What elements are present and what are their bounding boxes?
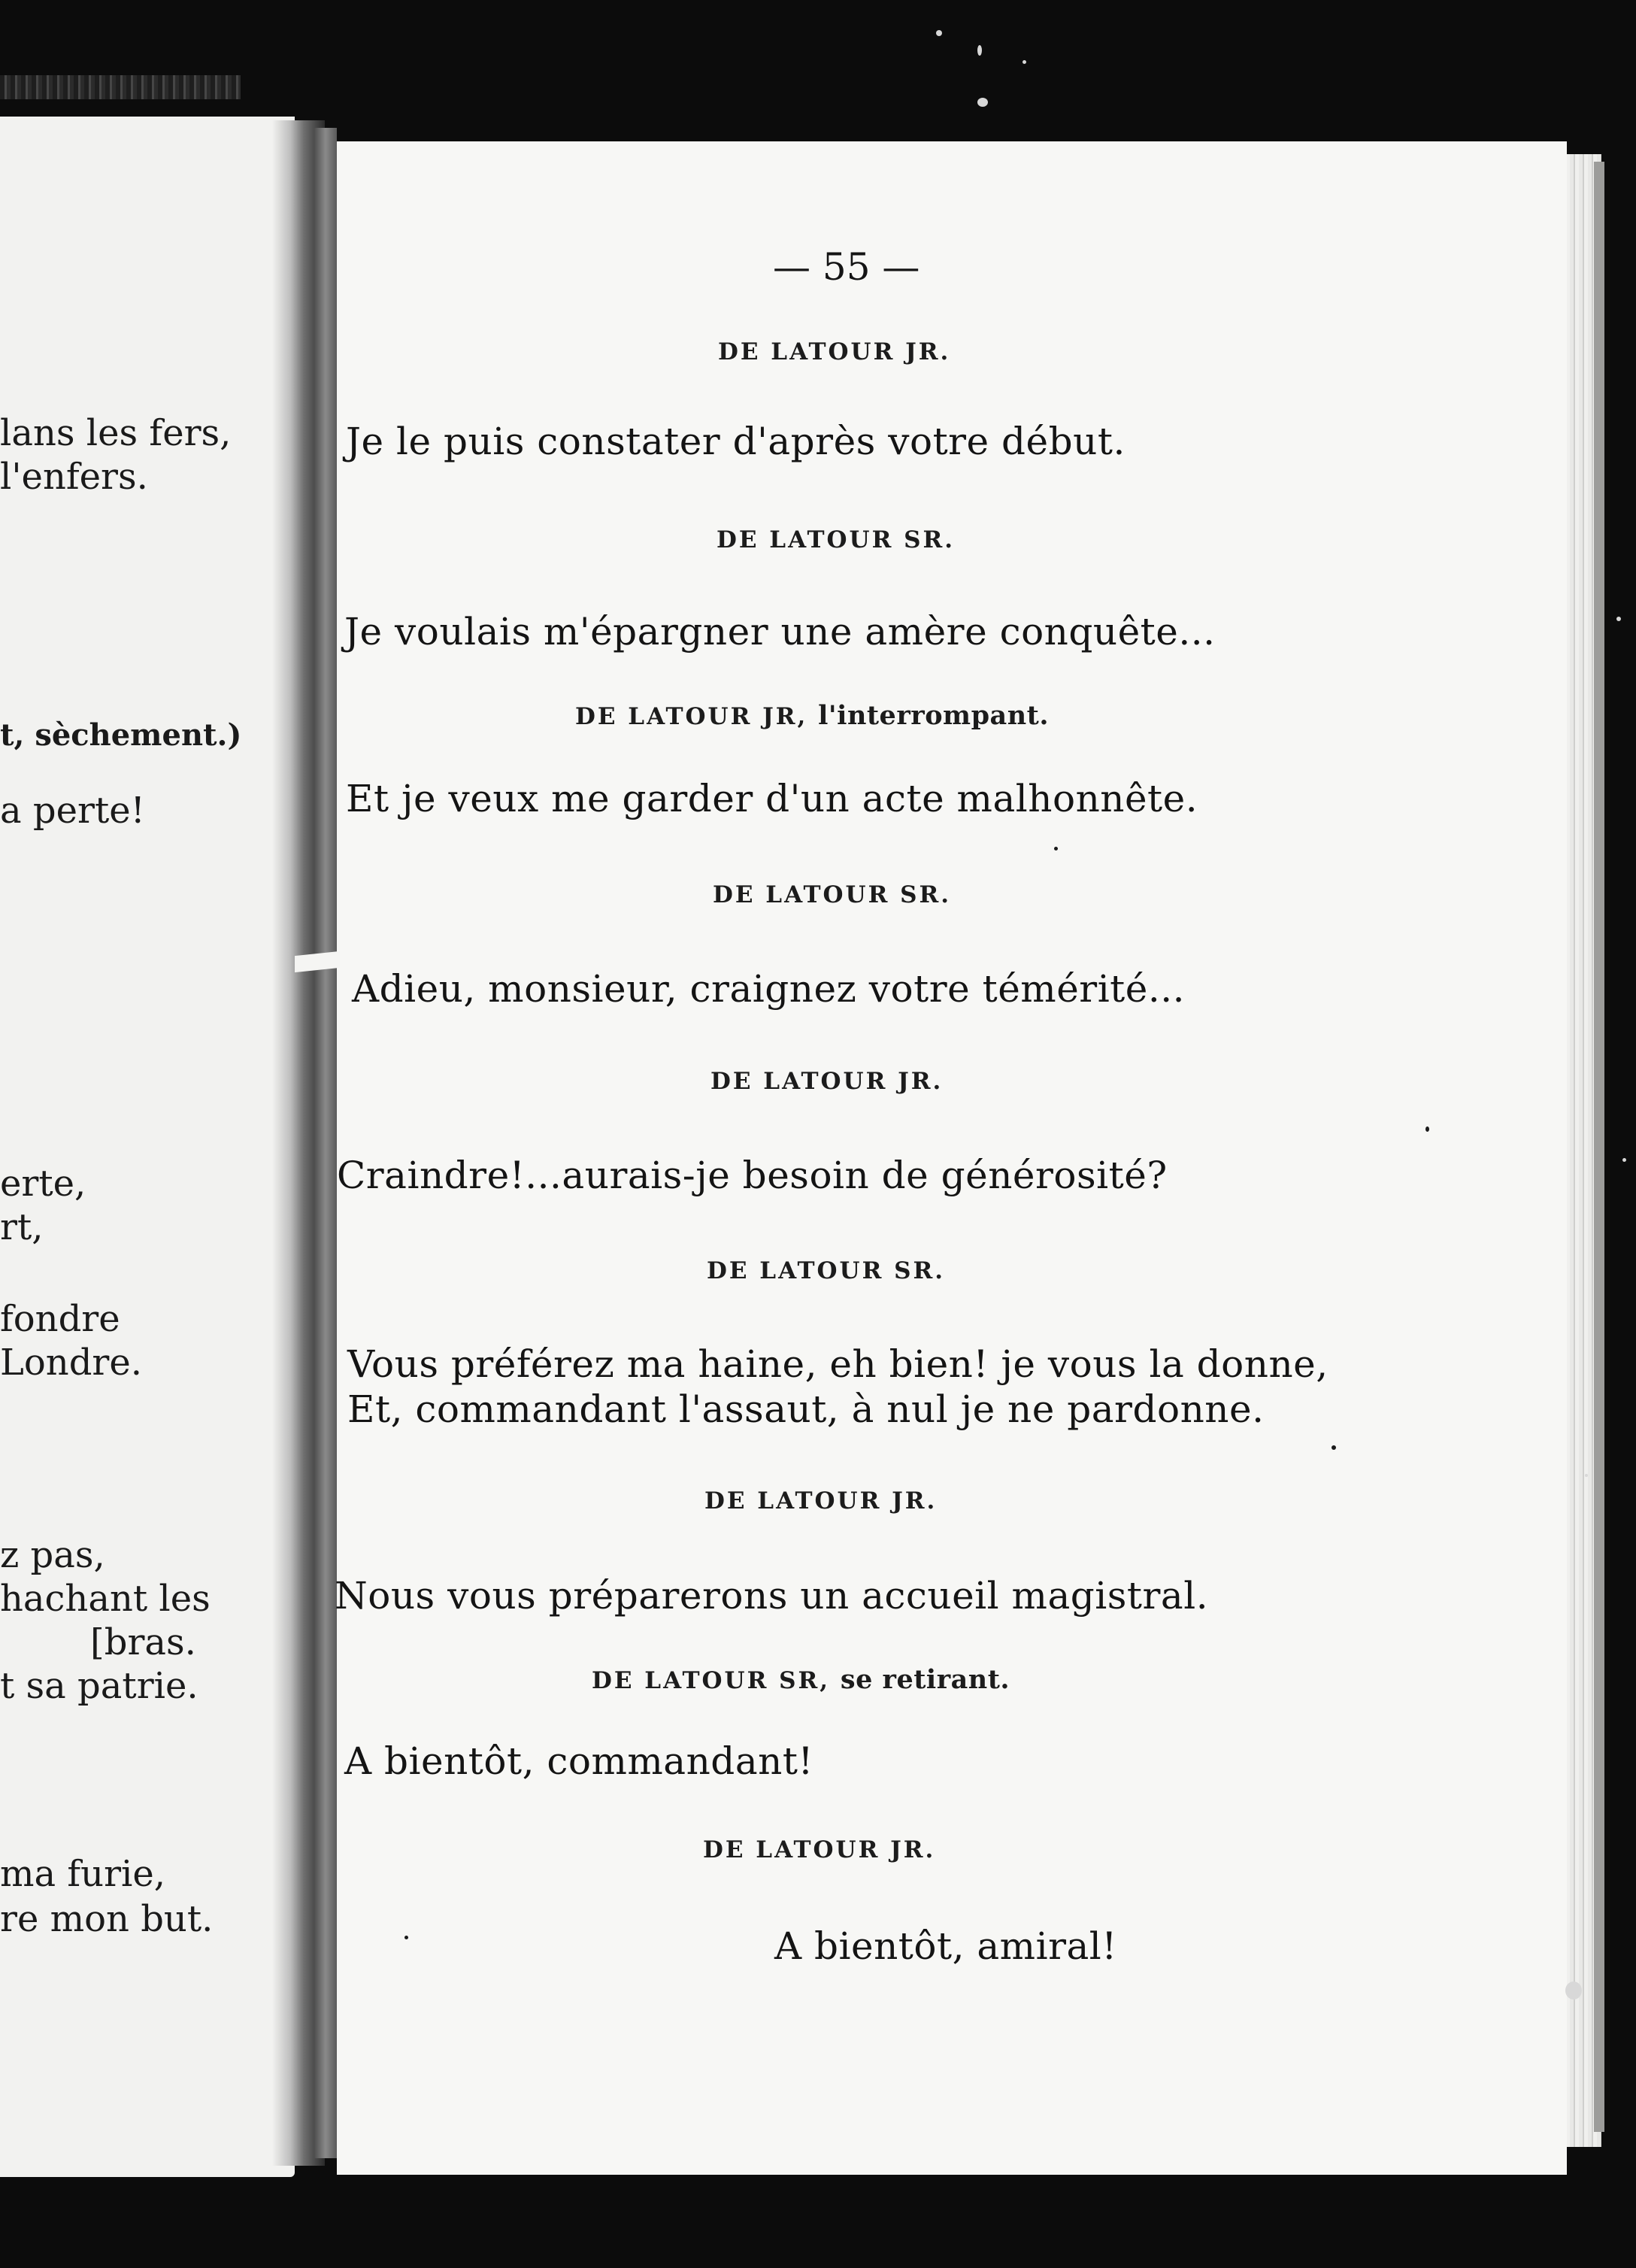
ink-dot: [1425, 1126, 1429, 1132]
page-edge-shadow: [1594, 162, 1604, 2132]
left-page-line: t sa patrie.: [0, 1665, 198, 1707]
scan-speck: [977, 45, 982, 56]
verse-line: Et, commandant l'assaut, à nul je ne pardonne.: [347, 1387, 1265, 1431]
verse-line: Craindre!...aurais-je besoin de générosité?: [337, 1154, 1168, 1197]
stage-direction: se retirant.: [840, 1664, 1010, 1695]
verse-line: Et je veux me garder d'un acte malhonnête.: [346, 777, 1198, 820]
left-page-line: a perte!: [0, 790, 145, 832]
left-page-line: ma furie,: [0, 1853, 166, 1895]
verse-line: Je le puis constater d'après votre début.: [346, 420, 1126, 463]
left-page-line: l'enfers.: [0, 456, 148, 498]
speaker-label: DE LATOUR JR.: [718, 338, 951, 365]
left-page-line: hachant les: [0, 1578, 211, 1620]
left-page-top-edge: [0, 75, 241, 99]
page-number: — 55 —: [773, 245, 920, 289]
speaker-label: DE LATOUR JR.: [710, 1068, 944, 1095]
speaker-name: DE LATOUR JR,: [575, 703, 808, 730]
speaker-name: DE LATOUR SR,: [592, 1667, 831, 1694]
speaker-label-with-direction: [575, 701, 1049, 732]
speaker-label: DE LATOUR JR.: [704, 1487, 938, 1515]
left-page-line: lans les fers,: [0, 412, 232, 454]
verse-line: Je voulais m'épargner une amère conquête...: [344, 610, 1216, 653]
speaker-label: DE LATOUR SR.: [717, 526, 956, 553]
ink-dot: [1332, 1445, 1336, 1450]
ink-dot: [404, 1936, 408, 1939]
left-page-line: fondre: [0, 1298, 120, 1340]
verse-line: Vous préférez ma haine, eh bien! je vous la donne,: [347, 1342, 1328, 1386]
speaker-label: DE LATOUR SR.: [713, 881, 952, 908]
scan-speck: [1565, 1981, 1582, 2000]
left-page-line: rt,: [0, 1206, 44, 1248]
verse-line: Nous vous préparerons un accueil magistral.: [335, 1574, 1209, 1618]
scan-speck: [977, 98, 988, 107]
scan-speck: [936, 30, 942, 36]
speaker-label: DE LATOUR SR.: [707, 1257, 946, 1284]
left-page-line: re mon but.: [0, 1898, 214, 1940]
scan-speck: [1022, 60, 1026, 64]
speaker-label: DE LATOUR JR.: [703, 1836, 936, 1863]
verse-line: Adieu, monsieur, craignez votre témérité...: [352, 967, 1186, 1011]
left-page-line: Londre.: [0, 1342, 143, 1384]
left-page-line: erte,: [0, 1163, 86, 1205]
verse-line: A bientôt, amiral!: [774, 1924, 1117, 1968]
stage-direction: l'interrompant.: [818, 700, 1050, 731]
scan-speck: [1622, 1158, 1626, 1162]
scan-speck: [1585, 1474, 1588, 1477]
left-page-line: t, sèchement.): [0, 717, 242, 753]
book-spine-bar: [314, 128, 337, 2158]
speaker-label-with-direction: [592, 1665, 1010, 1696]
verse-line: A bientôt, commandant!: [344, 1739, 814, 1783]
left-page-line: [bras.: [90, 1621, 196, 1663]
ink-dot: [1054, 847, 1058, 850]
left-page-line: z pas,: [0, 1534, 105, 1576]
scan-speck: [1616, 617, 1621, 621]
